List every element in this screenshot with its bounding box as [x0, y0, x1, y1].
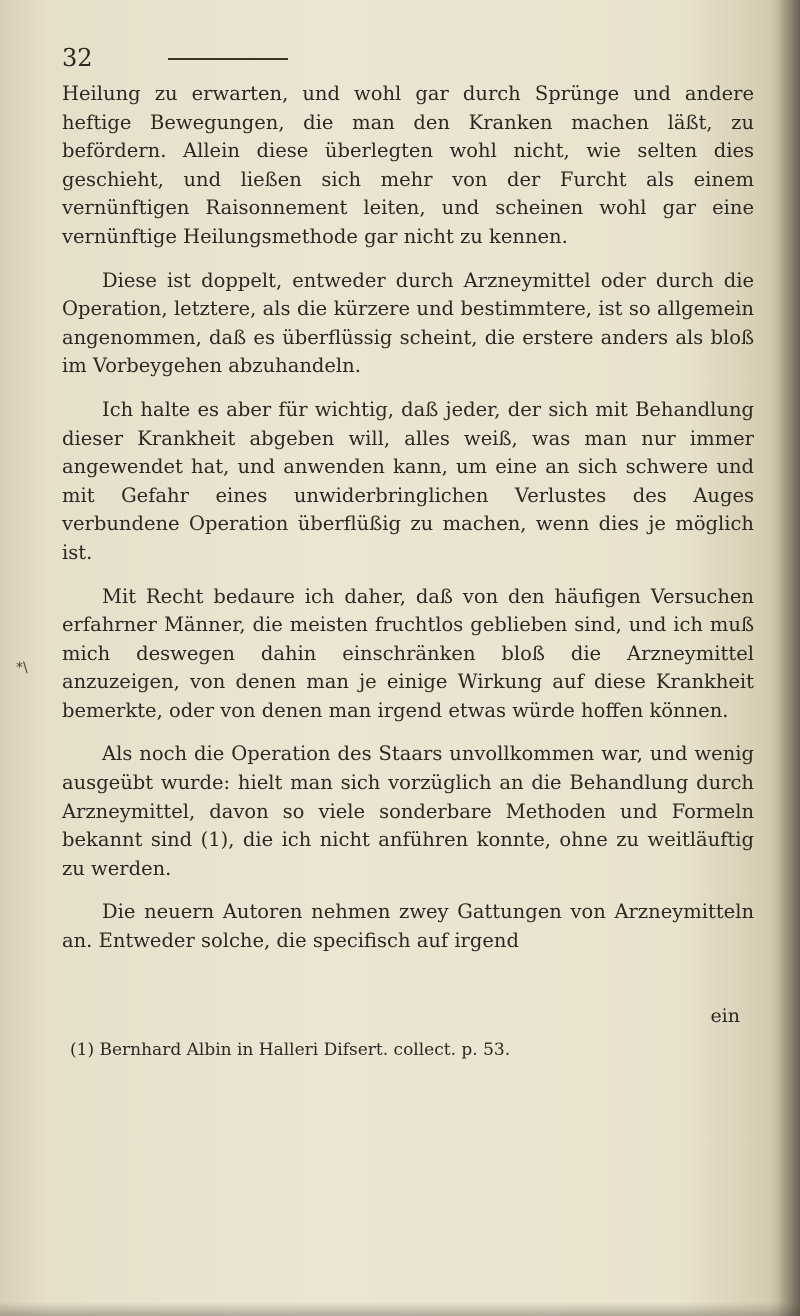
- page-number: 32: [62, 44, 93, 72]
- paragraph-2: Diese ist doppelt, entweder durch Arzneymittel oder durch die Operation, letztere, als die kürzere und bestimmtere, ist so allgemein angenommen, daß es überflüssig scheint, die erstere anders als bloß im Vorbeygehen abzuhandeln.: [62, 268, 754, 378]
- paragraph-5: Als noch die Operation des Staars unvollkommen war, und wenig ausgeübt wurde: hielt man sich vorzüglich an die Behandlung durch Arzneymittel, davon so viele sonderbare Methoden und Formeln bekannt sind (1), die ich nicht anführen konnte, ohne zu weitläuftig zu werden.: [62, 742, 754, 880]
- paragraph-3: Ich halte es aber für wichtig, daß jeder, der sich mit Behandlung dieser Krankheit abgeben will, alles weiß, was man nur immer angewendet hat, und anwenden kann, um eine an sich schwere und mit Gefahr eines unwiderbringlichen Verlustes des Auges verbundene Operation überflüßig zu machen, wenn dies je möglich ist.: [62, 397, 754, 564]
- paragraph-4: Mit Recht bedaure ich daher, daß von den häufigen Versuchen erfahrner Männer, die meisten fruchtlos geblieben sind, und ich muß mich deswegen dahin einschränken bloß die Arzneymittel anzuzeigen, von denen man je einige Wirkung auf diese Krankheit bemerkte, oder von denen man irgend etwas würde hoffen können.: [62, 584, 754, 722]
- page-bottom-shadow: [0, 1302, 800, 1316]
- paragraph-1: Heilung zu erwarten, und wohl gar durch Sprünge und andere heftige Bewegungen, die man den Kranken machen läßt, zu befördern. Allein diese überlegten wohl nicht, wie selten dies geschieht, und ließen sich mehr von der Furcht als einem vernünftigen Raisonnement leiten, und scheinen wohl gar eine vernünftige Heilungsmethode gar nicht zu kennen.: [62, 82, 754, 248]
- margin-mark: *\: [16, 660, 28, 676]
- body-text: [62, 80, 754, 971]
- footnote: (1) Bernhard Albin in Halleri Difsert. collect. p. 53.: [70, 1040, 511, 1060]
- header-rule: [168, 58, 288, 60]
- page-header: [62, 44, 742, 74]
- paragraph-6: Die neuern Autoren nehmen zwey Gattungen von Arzneymitteln an. Entweder solche, die specifisch auf irgend: [62, 900, 754, 953]
- page-spine-shadow: [778, 0, 800, 1316]
- catchword: ein: [710, 1005, 740, 1027]
